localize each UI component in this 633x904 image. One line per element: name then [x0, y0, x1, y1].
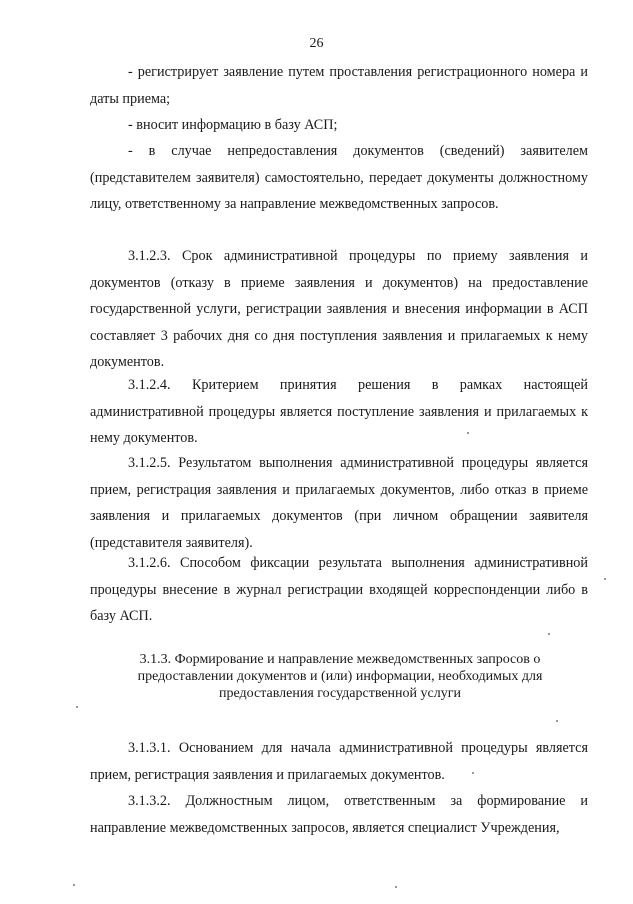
paragraph-3-1-2-4: 3.1.2.4. Критерием принятия решения в рамках настоящей административной процедуры является поступление заявления и прилагаемых к нему документов.	[90, 377, 588, 446]
scan-speck	[472, 772, 474, 774]
scan-speck	[604, 578, 606, 580]
scan-speck	[556, 720, 558, 722]
scan-speck	[73, 884, 75, 886]
section-heading: 3.1.3. Формирование и направление межведомственных запросов о предоставлении документов и (или) информации, необходимых для предоставления государственной услуги	[137, 652, 543, 701]
page-number: 26	[309, 36, 324, 51]
paragraph-register-application: - регистрирует заявление путем проставления регистрационного номера и даты приема;	[90, 64, 588, 107]
paragraph-enter-info: - вносит информацию в базу АСП;	[128, 117, 338, 133]
paragraph-3-1-3-2: 3.1.3.2. Должностным лицом, ответственным за формирование и направление межведомственных запросов, является специалист Учреждения,	[90, 793, 588, 836]
scan-speck	[467, 432, 469, 434]
paragraph-transfer-documents: - в случае непредоставления документов (сведений) заявителем (представителем заявителя) самостоятельно, передает документы должностному лицу, ответственному за направление межведомственных запросов.	[90, 143, 588, 212]
paragraph-3-1-2-6: 3.1.2.6. Способом фиксации результата выполнения административной процедуры внесение в журнал регистрации входящей корреспонденции либо в базу АСП.	[90, 555, 588, 624]
scan-speck	[548, 633, 550, 635]
paragraph-3-1-3-1: 3.1.3.1. Основанием для начала административной процедуры является прием, регистрация заявления и прилагаемых документов.	[90, 740, 588, 783]
paragraph-3-1-2-5: 3.1.2.5. Результатом выполнения административной процедуры является прием, регистрация заявления и прилагаемых документов, либо отказ в приеме заявления и прилагаемых документов (при личном обращении заявителя (представителя заявителя).	[90, 455, 588, 551]
scan-speck	[395, 886, 397, 888]
scan-speck	[76, 706, 78, 708]
paragraph-3-1-2-3: 3.1.2.3. Срок административной процедуры по приему заявления и документов (отказу в приеме заявления и документов) на предоставление государственной услуги, регистрации заявления и внесения информации в АСП составляет 3 рабочих дня со дня поступления заявления и прилагаемых к нему документов.	[90, 248, 588, 370]
